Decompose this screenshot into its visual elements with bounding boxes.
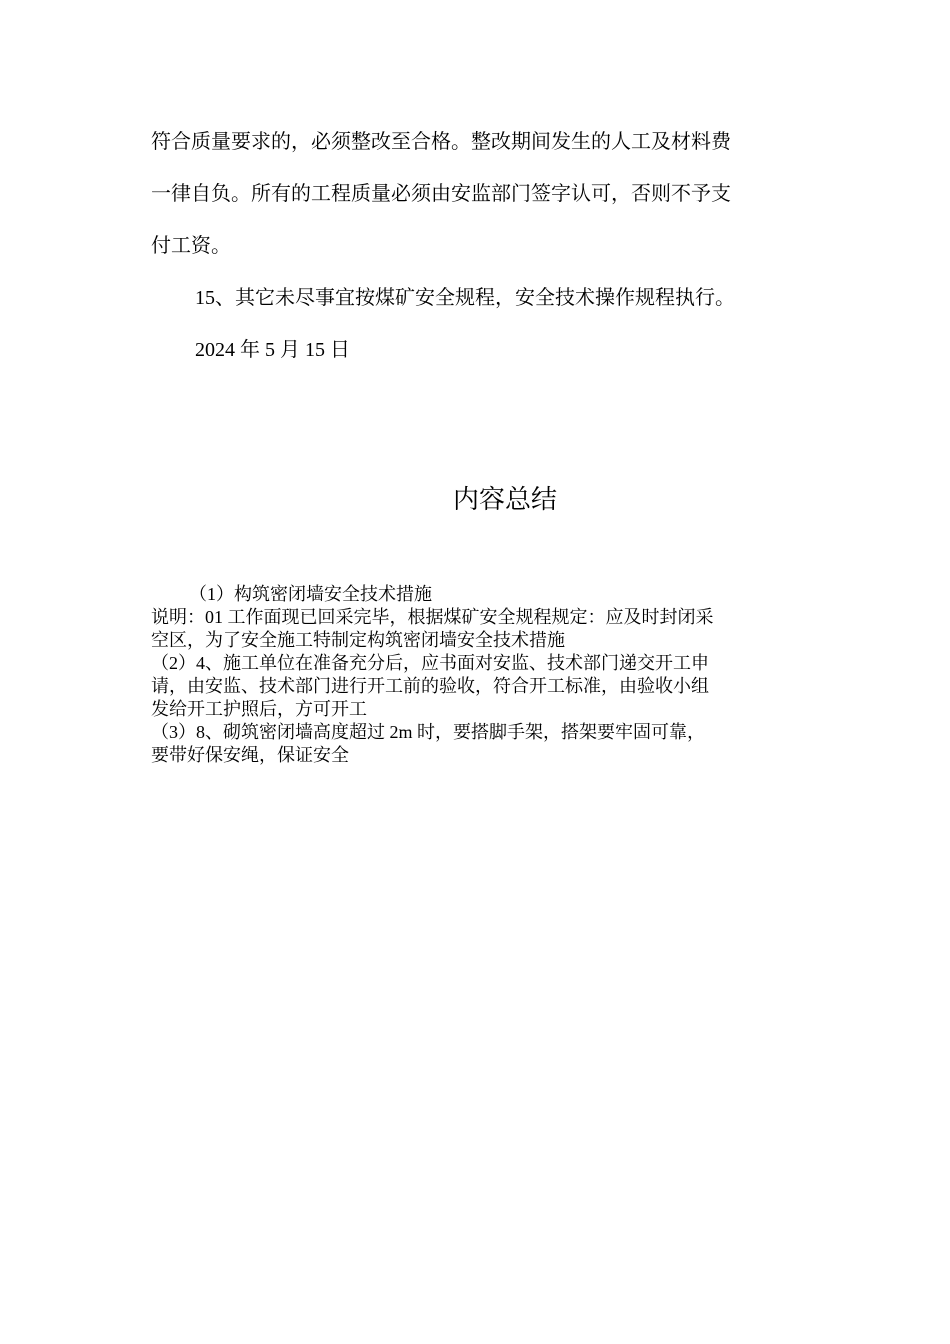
summary-line: 空区，为了安全施工特制定构筑密闭墙安全技术措施 <box>151 630 565 650</box>
paragraph-line: 一律自负。所有的工程质量必须由安监部门签字认可，否则不予支 <box>151 183 731 205</box>
summary-line: 发给开工护照后，方可开工 <box>151 699 367 719</box>
clause-15: 15、其它未尽事宜按煤矿安全规程，安全技术操作规程执行。 <box>195 287 735 309</box>
summary-body <box>151 583 811 767</box>
summary-line: 请，由安监、技术部门进行开工前的验收，符合开工标准，由验收小组 <box>151 676 709 696</box>
summary-line: 说明：01 工作面现已回采完毕，根据煤矿安全规程规定：应及时封闭采 <box>151 607 714 627</box>
paragraph-line: 付工资。 <box>151 235 231 257</box>
paragraph-line: 符合质量要求的，必须整改至合格。整改期间发生的人工及材料费 <box>151 131 731 153</box>
summary-item-1: （1）构筑密闭墙安全技术措施 <box>189 584 432 604</box>
summary-line: 要带好保安绳，保证安全 <box>151 745 349 765</box>
body-text <box>151 116 811 376</box>
summary-line: （3）8、砌筑密闭墙高度超过 2m 时，要搭脚手架，搭架要牢固可靠， <box>151 722 705 742</box>
document-date: 2024 年 5 月 15 日 <box>195 339 350 361</box>
summary-title: 内容总结 <box>452 485 557 515</box>
summary-line: （2）4、施工单位在准备充分后，应书面对安监、技术部门递交开工申 <box>151 653 709 673</box>
